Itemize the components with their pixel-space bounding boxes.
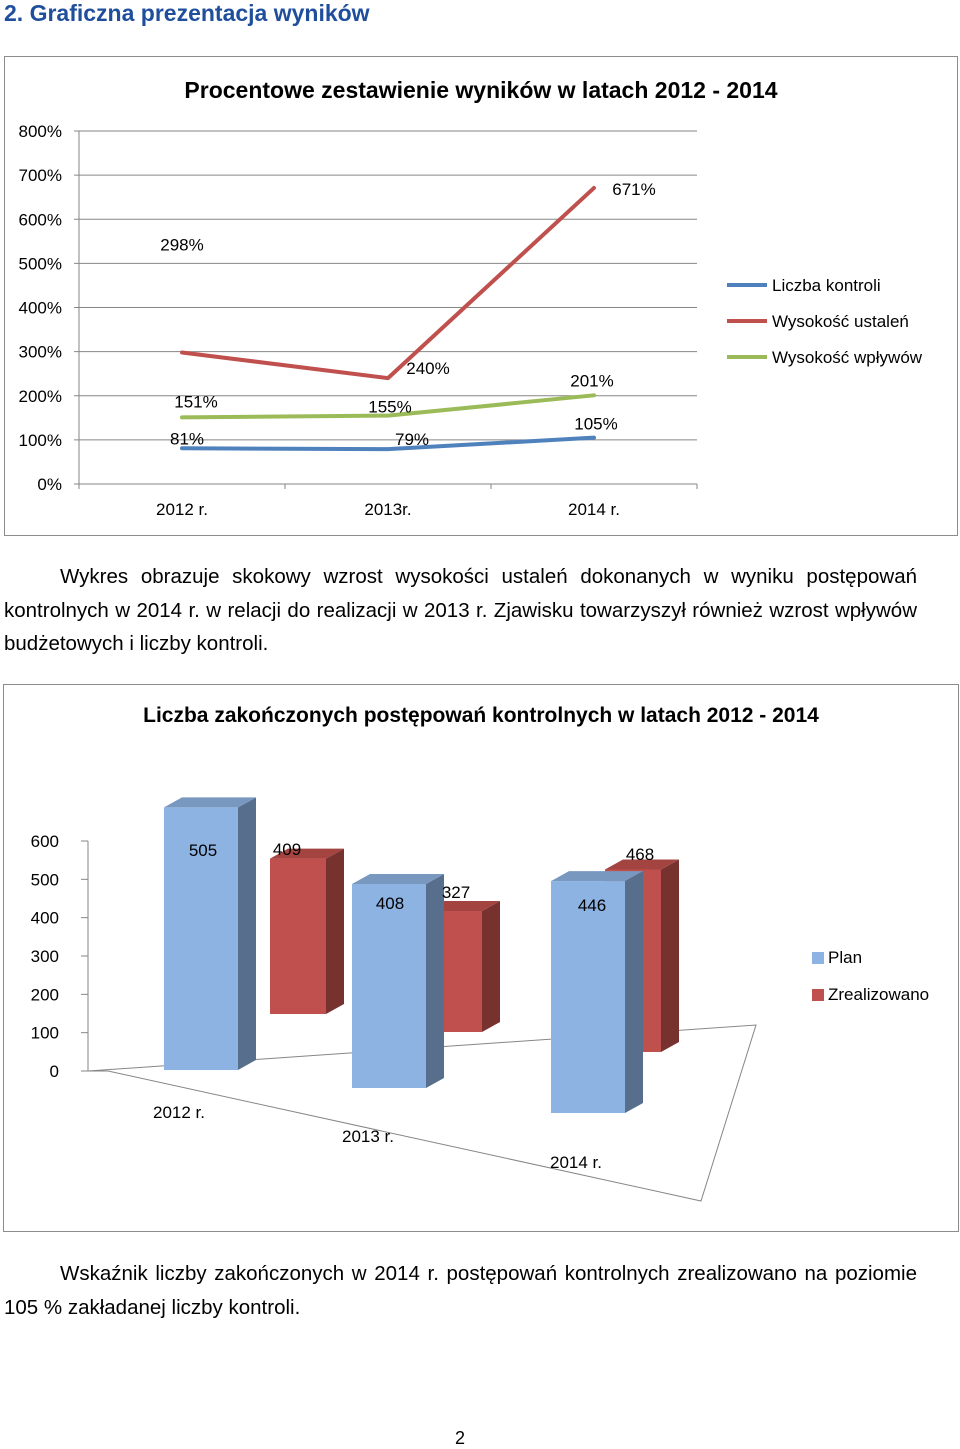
data-label: 468	[625, 845, 655, 864]
paragraph-chart1-description	[4, 560, 917, 661]
y-tick-label: 600%	[18, 210, 62, 230]
plan-bar	[551, 881, 625, 1113]
data-label: 408	[375, 894, 405, 913]
y-tick-label: 600	[30, 832, 59, 851]
legend-label: Zrealizowano	[828, 985, 930, 1004]
x-tick-label: 2012 r.	[153, 1103, 205, 1122]
legend-swatch	[812, 952, 824, 964]
data-label: 671%	[612, 179, 656, 199]
x-tick-label: 2014 r.	[568, 500, 620, 519]
plan-bar-side	[238, 797, 256, 1070]
paragraph-text: Wskaźnik liczby zakończonych w 2014 r. postępowań kontrolnych zrealizowano na poziomie 105 % zakładanej liczby kontroli.	[4, 1262, 917, 1319]
y-tick-label: 100%	[18, 430, 62, 450]
y-tick-label: 100	[30, 1023, 59, 1043]
y-tick-label: 500%	[18, 254, 62, 274]
realized-bar-side	[661, 859, 679, 1052]
data-label: 240%	[406, 359, 450, 379]
data-label: 81%	[169, 429, 205, 449]
data-label: 79%	[394, 430, 430, 450]
y-tick-label: 500	[30, 870, 59, 890]
legend-label: Wysokość wpływów	[772, 348, 923, 367]
data-label: 105%	[574, 414, 618, 434]
data-label: 201%	[570, 371, 614, 391]
x-tick-label: 2012 r.	[156, 500, 208, 519]
data-label: 155%	[368, 397, 412, 417]
y-tick-label: 300	[30, 947, 59, 966]
section-heading: 2. Graficzna prezentacja wyników	[4, 0, 370, 26]
series-line	[182, 188, 594, 378]
plan-bar-side	[426, 874, 444, 1088]
data-label: 327	[441, 883, 471, 902]
y-tick-label: 400	[30, 908, 59, 928]
line-chart	[4, 56, 958, 536]
realized-bar-side	[482, 901, 500, 1032]
data-label: 409	[272, 840, 302, 859]
paragraph-chart2-description	[4, 1257, 917, 1324]
bar-chart-3d	[3, 684, 959, 1232]
x-tick-label: 2014 r.	[550, 1153, 602, 1172]
y-tick-label: 300%	[18, 342, 62, 362]
y-tick-label: 0	[49, 1062, 59, 1081]
line-chart-svg	[5, 57, 957, 535]
y-tick-label: 400%	[18, 298, 62, 318]
y-tick-label: 700%	[18, 166, 62, 186]
y-tick-label: 200	[30, 985, 59, 1005]
legend-swatch	[812, 989, 824, 1001]
data-label: 151%	[174, 392, 218, 412]
legend-label: Liczba kontroli	[772, 276, 881, 295]
realized-bar-side	[326, 849, 344, 1014]
chart-title: Liczba zakończonych postępowań kontrolnych w latach 2012 - 2014	[143, 704, 819, 727]
page-number: 2	[454, 1428, 465, 1448]
realized-bar	[270, 859, 326, 1014]
bar-chart-svg	[4, 685, 958, 1231]
y-tick-label: 0%	[37, 475, 62, 494]
plan-bar-side	[625, 871, 643, 1113]
legend-label: Wysokość ustaleń	[772, 312, 909, 331]
data-label: 298%	[160, 235, 204, 255]
paragraph-text: Wykres obrazuje skokowy wzrost wysokości ustaleń dokonanych w wyniku postępowań kontrolnych w 2014 r. w relacji do realizacji w 2013 r. Zjawisku towarzyszył również wzrost wpływów budżetowych i liczby kontroli.	[4, 565, 917, 655]
y-tick-label: 800%	[18, 122, 62, 141]
plan-bar	[352, 884, 426, 1088]
data-label: 505	[188, 841, 218, 860]
legend-label: Plan	[828, 948, 863, 967]
chart-title: Procentowe zestawienie wyników w latach 2012 - 2014	[184, 77, 778, 103]
y-tick-label: 200%	[18, 386, 62, 406]
x-tick-label: 2013 r.	[342, 1127, 394, 1146]
data-label: 446	[577, 896, 607, 915]
x-tick-label: 2013r.	[364, 500, 412, 519]
